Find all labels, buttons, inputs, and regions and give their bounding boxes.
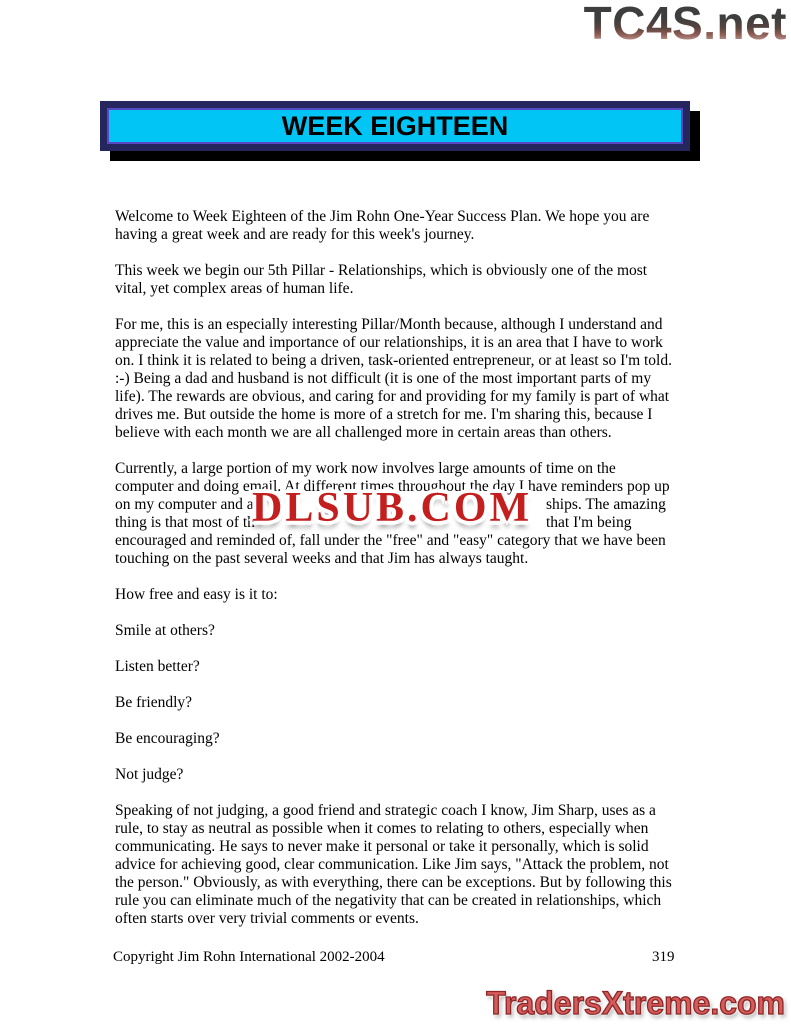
banner-title: WEEK EIGHTEEN bbox=[281, 110, 509, 141]
dlsub-watermark: DLSUB.COM bbox=[252, 485, 533, 531]
paragraph-line: Currently, a large portion of my work now involves large amounts of time on the bbox=[115, 460, 616, 477]
paragraph-line: Speaking of not judging, a good friend and strategic coach I know, Jim Sharp, uses as a bbox=[115, 802, 656, 819]
paragraph-line: communicating. He says to never make it personal or take it personally, which is solid bbox=[115, 838, 649, 855]
tradersxtreme-logo: TradersXtreme.com bbox=[486, 985, 785, 1021]
paragraph-line: Be encouraging? bbox=[115, 730, 220, 747]
paragraph bbox=[115, 316, 680, 442]
question-line bbox=[115, 694, 680, 712]
paragraph bbox=[115, 208, 680, 244]
paragraph-line: computer and doing email. At different times throughout the day I have reminders pop up bbox=[115, 478, 670, 495]
paragraph-line: advice for achieving good, clear communication. Like Jim says, "Attack the problem, not bbox=[115, 856, 669, 873]
line-fragment-left: thing is that most of th bbox=[115, 514, 255, 531]
paragraph-line: drives me. But outside the home is more of a stretch for me. I'm sharing this, because I bbox=[115, 406, 653, 423]
paragraph-line: on. I think it is related to being a driven, task-oriented entrepreneur, or at least so I'm told. bbox=[115, 352, 672, 369]
line-fragment-right: that I'm being bbox=[546, 514, 632, 531]
paragraph-line: believe with each month we are all challenged more in certain areas than others. bbox=[115, 424, 612, 441]
tc4s-logo: TC4S.net bbox=[583, 0, 787, 49]
paragraph-line: vital, yet complex areas of human life. bbox=[115, 280, 354, 297]
question-line bbox=[115, 766, 680, 784]
copyright-text: Copyright Jim Rohn International 2002-2004 bbox=[113, 949, 385, 965]
paragraph-line: life). The rewards are obvious, and caring for and providing for my family is part of what bbox=[115, 388, 670, 405]
paragraph-line: touching on the past several weeks and that Jim has always taught. bbox=[115, 550, 529, 567]
paragraph-line: :-) Being a dad and husband is not difficult (it is one of the most important parts of my bbox=[115, 370, 652, 387]
paragraph-line: Welcome to Week Eighteen of the Jim Rohn One-Year Success Plan. We hope you are bbox=[115, 208, 650, 225]
paragraph-line: This week we begin our 5th Pillar - Relationships, which is obviously one of the most bbox=[115, 262, 648, 279]
paragraph-line: rule you can eliminate much of the negativity that can be created in relationships, which bbox=[115, 892, 662, 909]
paragraph-line: Smile at others? bbox=[115, 622, 215, 639]
paragraph-line: appreciate the value and importance of our relationships, it is an area that I have to work bbox=[115, 334, 663, 351]
paragraph-line: For me, this is an especially interesting Pillar/Month because, although I understand and bbox=[115, 316, 663, 333]
week-banner bbox=[100, 101, 690, 151]
questions-intro bbox=[115, 586, 680, 604]
question-line bbox=[115, 658, 680, 676]
question-line bbox=[115, 622, 680, 640]
line-fragment-right: ships. The amazing bbox=[546, 496, 666, 513]
paragraph-line: often starts over very trivial comments or events. bbox=[115, 910, 419, 927]
paragraph-line: encouraged and reminded of, fall under the "free" and "easy" category that we have been bbox=[115, 532, 666, 549]
page-number: 319 bbox=[652, 949, 675, 965]
question-line bbox=[115, 730, 680, 748]
paragraph-line: having a great week and are ready for this week's journey. bbox=[115, 226, 475, 243]
paragraph-line: Listen better? bbox=[115, 658, 200, 675]
paragraph bbox=[115, 262, 680, 298]
paragraph-line: rule, to stay as neutral as possible when it comes to relating to others, especially when bbox=[115, 820, 649, 837]
paragraph-line: the person." Obviously, as with everything, there can be exceptions. But by following this bbox=[115, 874, 672, 891]
paragraph-line: Not judge? bbox=[115, 766, 184, 783]
paragraph-line: How free and easy is it to: bbox=[115, 586, 278, 603]
line-fragment-left: on my computer and a bbox=[115, 496, 254, 513]
paragraph bbox=[115, 802, 680, 928]
paragraph-line: Be friendly? bbox=[115, 694, 193, 711]
body-text bbox=[115, 208, 680, 946]
